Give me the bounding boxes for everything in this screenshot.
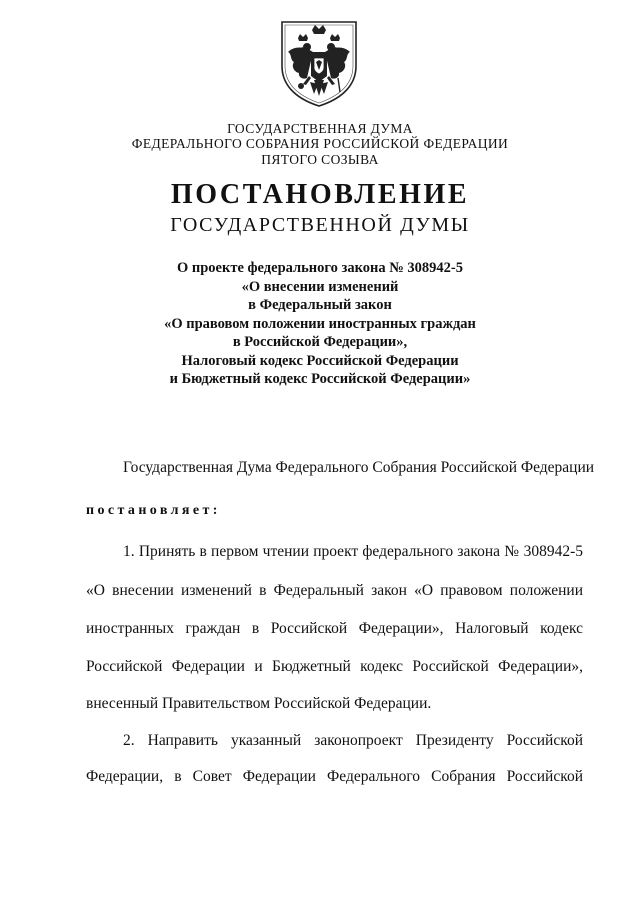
item1-line: 1. Принять в первом чтении проект федерального закона № 308942-5 xyxy=(123,543,583,560)
title-line: «О внесении изменений xyxy=(241,278,399,295)
title-line: в Федеральный закон xyxy=(248,297,392,313)
item1-line: Российской Федерации и Бюджетный кодекс Российской Федерации», xyxy=(86,658,583,675)
item1-line: иностранных граждан в Российской Федерации», Налоговый кодекс xyxy=(86,620,583,637)
item2-line: 2. Направить указанный законопроект Президенту Российской xyxy=(123,732,583,749)
title-line: и Бюджетный кодекс Российской Федерации» xyxy=(169,371,471,387)
title-line: в Российской Федерации», xyxy=(232,334,408,350)
org-line-federal-assembly: ФЕДЕРАЛЬНОГО СОБРАНИЯ РОССИЙСКОЙ ФЕДЕРАЦИИ xyxy=(131,136,509,151)
item2-line: Федерации, в Совет Федерации Федерального Собрания Российской xyxy=(86,768,583,785)
document-issuer-heading: ГОСУДАРСТВЕННОЙ ДУМЫ xyxy=(170,214,470,236)
document-title xyxy=(100,259,540,389)
title-line: О проекте федерального закона № 308942-5 xyxy=(176,260,464,276)
org-line-convocation: ПЯТОГО СОЗЫВА xyxy=(261,152,379,167)
title-line: «О правовом положении иностранных граждан xyxy=(164,315,476,332)
resolves-text: постановляет: xyxy=(86,503,221,518)
intro-paragraph: Государственная Дума Федерального Собрания Российской Федерации xyxy=(123,459,595,476)
coat-of-arms-icon xyxy=(274,16,364,108)
item1-line-last: внесенный Правительством Российской Федерации. xyxy=(86,695,432,712)
item1-line: «О внесении изменений в Федеральный закон «О правовом положении xyxy=(86,582,583,599)
org-line-duma: ГОСУДАРСТВЕННАЯ ДУМА xyxy=(227,121,413,136)
document-type-heading: ПОСТАНОВЛЕНИЕ xyxy=(170,179,470,210)
title-line: Налоговый кодекс Российской Федерации xyxy=(181,352,459,369)
